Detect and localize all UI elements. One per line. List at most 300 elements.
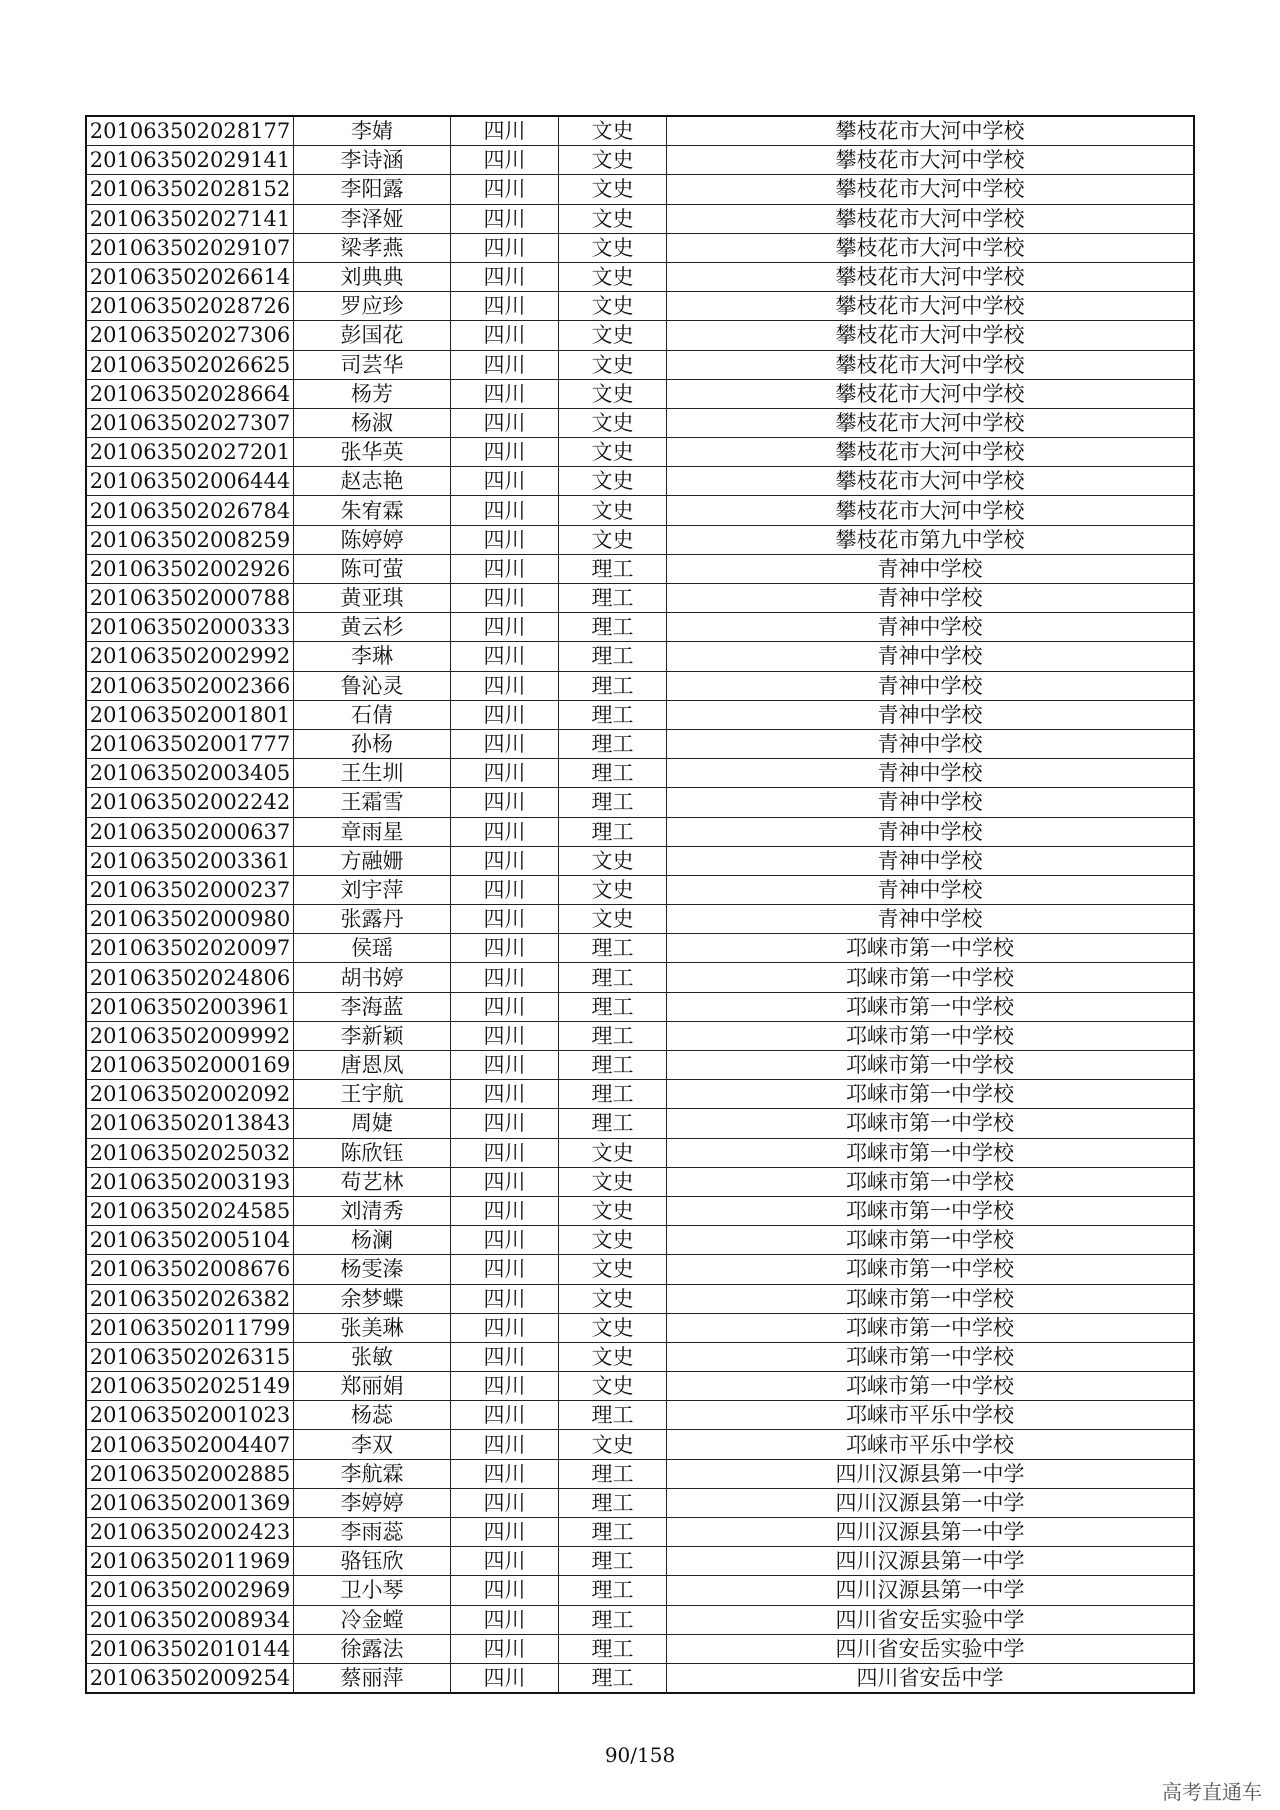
school-cell: 四川省安岳实验中学 (667, 1634, 1195, 1663)
province-cell: 四川 (451, 350, 559, 379)
school-cell: 攀枝花市大河中学校 (667, 438, 1195, 467)
name-cell: 司芸华 (294, 350, 451, 379)
name-cell: 李阳露 (294, 175, 451, 204)
school-cell: 青神中学校 (667, 642, 1195, 671)
exam-id-cell: 201063502011969 (86, 1547, 294, 1576)
exam-id-cell: 201063502002992 (86, 642, 294, 671)
exam-id-cell: 201063502003961 (86, 992, 294, 1021)
table-row (86, 379, 1194, 408)
school-cell: 邛崃市第一中学校 (667, 1226, 1195, 1255)
school-cell: 邛崃市第一中学校 (667, 1080, 1195, 1109)
table-row (86, 788, 1194, 817)
name-cell: 黄亚琪 (294, 584, 451, 613)
exam-id-cell: 201063502002423 (86, 1518, 294, 1547)
track-cell: 理工 (559, 817, 667, 846)
name-cell: 李泽娅 (294, 204, 451, 233)
table-row (86, 1430, 1194, 1459)
school-cell: 攀枝花市大河中学校 (667, 379, 1195, 408)
province-cell: 四川 (451, 584, 559, 613)
exam-id-cell: 201063502025149 (86, 1372, 294, 1401)
school-cell: 青神中学校 (667, 584, 1195, 613)
name-cell: 刘宇萍 (294, 875, 451, 904)
name-cell: 李航霖 (294, 1459, 451, 1488)
table-row (86, 729, 1194, 758)
track-cell: 文史 (559, 1226, 667, 1255)
school-cell: 攀枝花市大河中学校 (667, 262, 1195, 291)
table-row (86, 408, 1194, 437)
table-row (86, 875, 1194, 904)
track-cell: 理工 (559, 584, 667, 613)
exam-id-cell: 201063502026625 (86, 350, 294, 379)
province-cell: 四川 (451, 1547, 559, 1576)
table-row (86, 1488, 1194, 1517)
track-cell: 文史 (559, 905, 667, 934)
exam-id-cell: 201063502000980 (86, 905, 294, 934)
province-cell: 四川 (451, 1634, 559, 1663)
school-cell: 邛崃市第一中学校 (667, 1196, 1195, 1225)
track-cell: 文史 (559, 1430, 667, 1459)
name-cell: 王生圳 (294, 759, 451, 788)
province-cell: 四川 (451, 408, 559, 437)
name-cell: 陈欣钰 (294, 1138, 451, 1167)
school-cell: 邛崃市平乐中学校 (667, 1430, 1195, 1459)
exam-id-cell: 201063502027306 (86, 321, 294, 350)
school-cell: 四川省安岳实验中学 (667, 1605, 1195, 1634)
exam-id-cell: 201063502020097 (86, 934, 294, 963)
school-cell: 青神中学校 (667, 729, 1195, 758)
exam-id-cell: 201063502010144 (86, 1634, 294, 1663)
track-cell: 文史 (559, 1196, 667, 1225)
province-cell: 四川 (451, 1401, 559, 1430)
school-cell: 邛崃市第一中学校 (667, 1255, 1195, 1284)
province-cell: 四川 (451, 496, 559, 525)
name-cell: 刘典典 (294, 262, 451, 291)
exam-id-cell: 201063502001801 (86, 700, 294, 729)
school-cell: 攀枝花市大河中学校 (667, 321, 1195, 350)
province-cell: 四川 (451, 262, 559, 291)
province-cell: 四川 (451, 992, 559, 1021)
province-cell: 四川 (451, 875, 559, 904)
exam-id-cell: 201063502000788 (86, 584, 294, 613)
name-cell: 刘清秀 (294, 1196, 451, 1225)
table-row (86, 700, 1194, 729)
province-cell: 四川 (451, 1313, 559, 1342)
table-row (86, 905, 1194, 934)
exam-id-cell: 201063502002092 (86, 1080, 294, 1109)
track-cell: 文史 (559, 846, 667, 875)
table-row (86, 467, 1194, 496)
province-cell: 四川 (451, 1605, 559, 1634)
table-row (86, 1605, 1194, 1634)
name-cell: 杨蕊 (294, 1401, 451, 1430)
name-cell: 李雨蕊 (294, 1518, 451, 1547)
name-cell: 周婕 (294, 1109, 451, 1138)
province-cell: 四川 (451, 1080, 559, 1109)
table-row (86, 1663, 1194, 1693)
exam-id-cell: 201063502028152 (86, 175, 294, 204)
track-cell: 文史 (559, 233, 667, 262)
table-row (86, 438, 1194, 467)
exam-id-cell: 201063502028664 (86, 379, 294, 408)
exam-id-cell: 201063502011799 (86, 1313, 294, 1342)
track-cell: 文史 (559, 525, 667, 554)
track-cell: 文史 (559, 146, 667, 175)
table-row (86, 350, 1194, 379)
name-cell: 梁孝燕 (294, 233, 451, 262)
province-cell: 四川 (451, 671, 559, 700)
table-row (86, 934, 1194, 963)
school-cell: 邛崃市第一中学校 (667, 1051, 1195, 1080)
exam-id-cell: 201063502027307 (86, 408, 294, 437)
school-cell: 青神中学校 (667, 554, 1195, 583)
school-cell: 邛崃市第一中学校 (667, 1021, 1195, 1050)
track-cell: 文史 (559, 408, 667, 437)
province-cell: 四川 (451, 1021, 559, 1050)
province-cell: 四川 (451, 175, 559, 204)
table-row (86, 613, 1194, 642)
exam-id-cell: 201063502008259 (86, 525, 294, 554)
name-cell: 李诗涵 (294, 146, 451, 175)
province-cell: 四川 (451, 1342, 559, 1371)
track-cell: 文史 (559, 1138, 667, 1167)
exam-id-cell: 201063502024806 (86, 963, 294, 992)
province-cell: 四川 (451, 729, 559, 758)
name-cell: 孙杨 (294, 729, 451, 758)
exam-id-cell: 201063502029107 (86, 233, 294, 262)
school-cell: 攀枝花市大河中学校 (667, 146, 1195, 175)
school-cell: 攀枝花市第九中学校 (667, 525, 1195, 554)
track-cell: 文史 (559, 350, 667, 379)
exam-id-cell: 201063502028177 (86, 116, 294, 146)
table-row (86, 1401, 1194, 1430)
school-cell: 邛崃市第一中学校 (667, 1109, 1195, 1138)
exam-id-cell: 201063502009254 (86, 1663, 294, 1693)
school-cell: 邛崃市第一中学校 (667, 934, 1195, 963)
table-row (86, 1284, 1194, 1313)
table-row (86, 1313, 1194, 1342)
school-cell: 青神中学校 (667, 875, 1195, 904)
track-cell: 理工 (559, 1021, 667, 1050)
table-row (86, 1342, 1194, 1371)
province-cell: 四川 (451, 1518, 559, 1547)
table-row (86, 759, 1194, 788)
table-row (86, 992, 1194, 1021)
track-cell: 理工 (559, 613, 667, 642)
exam-id-cell: 201063502008676 (86, 1255, 294, 1284)
name-cell: 鲁沁灵 (294, 671, 451, 700)
name-cell: 张露丹 (294, 905, 451, 934)
province-cell: 四川 (451, 846, 559, 875)
track-cell: 文史 (559, 1167, 667, 1196)
school-cell: 四川汉源县第一中学 (667, 1576, 1195, 1605)
track-cell: 文史 (559, 875, 667, 904)
province-cell: 四川 (451, 817, 559, 846)
track-cell: 理工 (559, 1576, 667, 1605)
exam-id-cell: 201063502000637 (86, 817, 294, 846)
school-cell: 攀枝花市大河中学校 (667, 467, 1195, 496)
school-cell: 邛崃市第一中学校 (667, 1313, 1195, 1342)
track-cell: 理工 (559, 554, 667, 583)
province-cell: 四川 (451, 1576, 559, 1605)
name-cell: 卫小琴 (294, 1576, 451, 1605)
track-cell: 理工 (559, 1518, 667, 1547)
province-cell: 四川 (451, 788, 559, 817)
school-cell: 青神中学校 (667, 613, 1195, 642)
name-cell: 唐恩凤 (294, 1051, 451, 1080)
name-cell: 张敏 (294, 1342, 451, 1371)
school-cell: 四川省安岳中学 (667, 1663, 1195, 1693)
province-cell: 四川 (451, 438, 559, 467)
exam-id-cell: 201063502024585 (86, 1196, 294, 1225)
province-cell: 四川 (451, 1459, 559, 1488)
school-cell: 攀枝花市大河中学校 (667, 116, 1195, 146)
track-cell: 理工 (559, 1605, 667, 1634)
table-row (86, 262, 1194, 291)
table-row (86, 1547, 1194, 1576)
name-cell: 陈婷婷 (294, 525, 451, 554)
name-cell: 李婷婷 (294, 1488, 451, 1517)
track-cell: 文史 (559, 116, 667, 146)
track-cell: 文史 (559, 1342, 667, 1371)
table-row (86, 146, 1194, 175)
student-roster-table (85, 115, 1195, 1694)
track-cell: 理工 (559, 1488, 667, 1517)
school-cell: 邛崃市第一中学校 (667, 1284, 1195, 1313)
track-cell: 理工 (559, 1459, 667, 1488)
province-cell: 四川 (451, 1138, 559, 1167)
school-cell: 青神中学校 (667, 671, 1195, 700)
track-cell: 理工 (559, 642, 667, 671)
track-cell: 理工 (559, 963, 667, 992)
table-row (86, 116, 1194, 146)
track-cell: 理工 (559, 729, 667, 758)
name-cell: 石倩 (294, 700, 451, 729)
exam-id-cell: 201063502029141 (86, 146, 294, 175)
table-row (86, 1372, 1194, 1401)
track-cell: 文史 (559, 262, 667, 291)
table-row (86, 1109, 1194, 1138)
exam-id-cell: 201063502000237 (86, 875, 294, 904)
table-row (86, 1080, 1194, 1109)
school-cell: 邛崃市第一中学校 (667, 963, 1195, 992)
province-cell: 四川 (451, 613, 559, 642)
school-cell: 青神中学校 (667, 759, 1195, 788)
track-cell: 文史 (559, 496, 667, 525)
name-cell: 李琳 (294, 642, 451, 671)
exam-id-cell: 201063502027201 (86, 438, 294, 467)
name-cell: 张美琳 (294, 1313, 451, 1342)
name-cell: 李双 (294, 1430, 451, 1459)
school-cell: 四川汉源县第一中学 (667, 1488, 1195, 1517)
track-cell: 理工 (559, 759, 667, 788)
province-cell: 四川 (451, 1430, 559, 1459)
name-cell: 彭国花 (294, 321, 451, 350)
track-cell: 文史 (559, 1313, 667, 1342)
province-cell: 四川 (451, 1488, 559, 1517)
province-cell: 四川 (451, 1109, 559, 1138)
table-row (86, 1576, 1194, 1605)
province-cell: 四川 (451, 116, 559, 146)
exam-id-cell: 201063502003193 (86, 1167, 294, 1196)
province-cell: 四川 (451, 1051, 559, 1080)
exam-id-cell: 201063502027141 (86, 204, 294, 233)
school-cell: 青神中学校 (667, 788, 1195, 817)
province-cell: 四川 (451, 905, 559, 934)
name-cell: 徐露法 (294, 1634, 451, 1663)
school-cell: 攀枝花市大河中学校 (667, 350, 1195, 379)
table-row (86, 846, 1194, 875)
table-row (86, 1196, 1194, 1225)
table-row (86, 321, 1194, 350)
exam-id-cell: 201063502026315 (86, 1342, 294, 1371)
track-cell: 文史 (559, 292, 667, 321)
school-cell: 邛崃市第一中学校 (667, 1342, 1195, 1371)
exam-id-cell: 201063502025032 (86, 1138, 294, 1167)
school-cell: 邛崃市第一中学校 (667, 1167, 1195, 1196)
track-cell: 文史 (559, 1284, 667, 1313)
province-cell: 四川 (451, 146, 559, 175)
table-row (86, 671, 1194, 700)
track-cell: 文史 (559, 321, 667, 350)
name-cell: 王宇航 (294, 1080, 451, 1109)
table-row (86, 817, 1194, 846)
track-cell: 文史 (559, 438, 667, 467)
table-row (86, 204, 1194, 233)
exam-id-cell: 201063502005104 (86, 1226, 294, 1255)
province-cell: 四川 (451, 233, 559, 262)
track-cell: 理工 (559, 1634, 667, 1663)
province-cell: 四川 (451, 525, 559, 554)
province-cell: 四川 (451, 204, 559, 233)
school-cell: 青神中学校 (667, 700, 1195, 729)
name-cell: 杨澜 (294, 1226, 451, 1255)
table-row (86, 1051, 1194, 1080)
name-cell: 冷金螳 (294, 1605, 451, 1634)
exam-id-cell: 201063502002242 (86, 788, 294, 817)
exam-id-cell: 201063502000169 (86, 1051, 294, 1080)
track-cell: 理工 (559, 1080, 667, 1109)
table-row (86, 496, 1194, 525)
school-cell: 邛崃市第一中学校 (667, 1372, 1195, 1401)
exam-id-cell: 201063502001369 (86, 1488, 294, 1517)
school-cell: 邛崃市第一中学校 (667, 992, 1195, 1021)
exam-id-cell: 201063502026784 (86, 496, 294, 525)
school-cell: 四川汉源县第一中学 (667, 1459, 1195, 1488)
exam-id-cell: 201063502002366 (86, 671, 294, 700)
track-cell: 文史 (559, 204, 667, 233)
table-row (86, 584, 1194, 613)
exam-id-cell: 201063502026614 (86, 262, 294, 291)
exam-id-cell: 201063502004407 (86, 1430, 294, 1459)
table-row (86, 292, 1194, 321)
school-cell: 青神中学校 (667, 817, 1195, 846)
name-cell: 杨淑 (294, 408, 451, 437)
table-row (86, 642, 1194, 671)
exam-id-cell: 201063502001777 (86, 729, 294, 758)
name-cell: 骆钰欣 (294, 1547, 451, 1576)
track-cell: 理工 (559, 1547, 667, 1576)
table-row (86, 1138, 1194, 1167)
province-cell: 四川 (451, 1372, 559, 1401)
table-row (86, 1226, 1194, 1255)
name-cell: 李海蓝 (294, 992, 451, 1021)
track-cell: 理工 (559, 1109, 667, 1138)
track-cell: 理工 (559, 700, 667, 729)
province-cell: 四川 (451, 1663, 559, 1693)
track-cell: 文史 (559, 1372, 667, 1401)
school-cell: 四川汉源县第一中学 (667, 1518, 1195, 1547)
page-number: 90/158 (604, 1743, 676, 1767)
name-cell: 王霜雪 (294, 788, 451, 817)
exam-id-cell: 201063502026382 (86, 1284, 294, 1313)
province-cell: 四川 (451, 934, 559, 963)
province-cell: 四川 (451, 1284, 559, 1313)
exam-id-cell: 201063502006444 (86, 467, 294, 496)
exam-id-cell: 201063502000333 (86, 613, 294, 642)
school-cell: 攀枝花市大河中学校 (667, 292, 1195, 321)
province-cell: 四川 (451, 467, 559, 496)
name-cell: 郑丽娟 (294, 1372, 451, 1401)
name-cell: 章雨星 (294, 817, 451, 846)
name-cell: 李婧 (294, 116, 451, 146)
track-cell: 理工 (559, 788, 667, 817)
name-cell: 方融姗 (294, 846, 451, 875)
table-row (86, 963, 1194, 992)
province-cell: 四川 (451, 379, 559, 408)
exam-id-cell: 201063502002969 (86, 1576, 294, 1605)
name-cell: 李新颖 (294, 1021, 451, 1050)
name-cell: 侯瑶 (294, 934, 451, 963)
name-cell: 胡书婷 (294, 963, 451, 992)
name-cell: 余梦蝶 (294, 1284, 451, 1313)
table-row (86, 1518, 1194, 1547)
exam-id-cell: 201063502002885 (86, 1459, 294, 1488)
name-cell: 张华英 (294, 438, 451, 467)
table-row (86, 1021, 1194, 1050)
track-cell: 理工 (559, 934, 667, 963)
exam-id-cell: 201063502002926 (86, 554, 294, 583)
track-cell: 理工 (559, 1401, 667, 1430)
exam-id-cell: 201063502028726 (86, 292, 294, 321)
province-cell: 四川 (451, 1226, 559, 1255)
province-cell: 四川 (451, 292, 559, 321)
name-cell: 黄云杉 (294, 613, 451, 642)
province-cell: 四川 (451, 1196, 559, 1225)
name-cell: 蔡丽萍 (294, 1663, 451, 1693)
name-cell: 杨芳 (294, 379, 451, 408)
watermark-text: 高考直通车 (1162, 1780, 1262, 1804)
school-cell: 四川汉源县第一中学 (667, 1547, 1195, 1576)
school-cell: 攀枝花市大河中学校 (667, 175, 1195, 204)
name-cell: 陈可萤 (294, 554, 451, 583)
school-cell: 邛崃市平乐中学校 (667, 1401, 1195, 1430)
table-row (86, 525, 1194, 554)
track-cell: 文史 (559, 467, 667, 496)
province-cell: 四川 (451, 963, 559, 992)
school-cell: 攀枝花市大河中学校 (667, 408, 1195, 437)
school-cell: 青神中学校 (667, 846, 1195, 875)
province-cell: 四川 (451, 1167, 559, 1196)
track-cell: 理工 (559, 1051, 667, 1080)
province-cell: 四川 (451, 759, 559, 788)
province-cell: 四川 (451, 554, 559, 583)
track-cell: 文史 (559, 175, 667, 204)
school-cell: 邛崃市第一中学校 (667, 1138, 1195, 1167)
table-row (86, 1255, 1194, 1284)
school-cell: 青神中学校 (667, 905, 1195, 934)
province-cell: 四川 (451, 700, 559, 729)
school-cell: 攀枝花市大河中学校 (667, 233, 1195, 262)
